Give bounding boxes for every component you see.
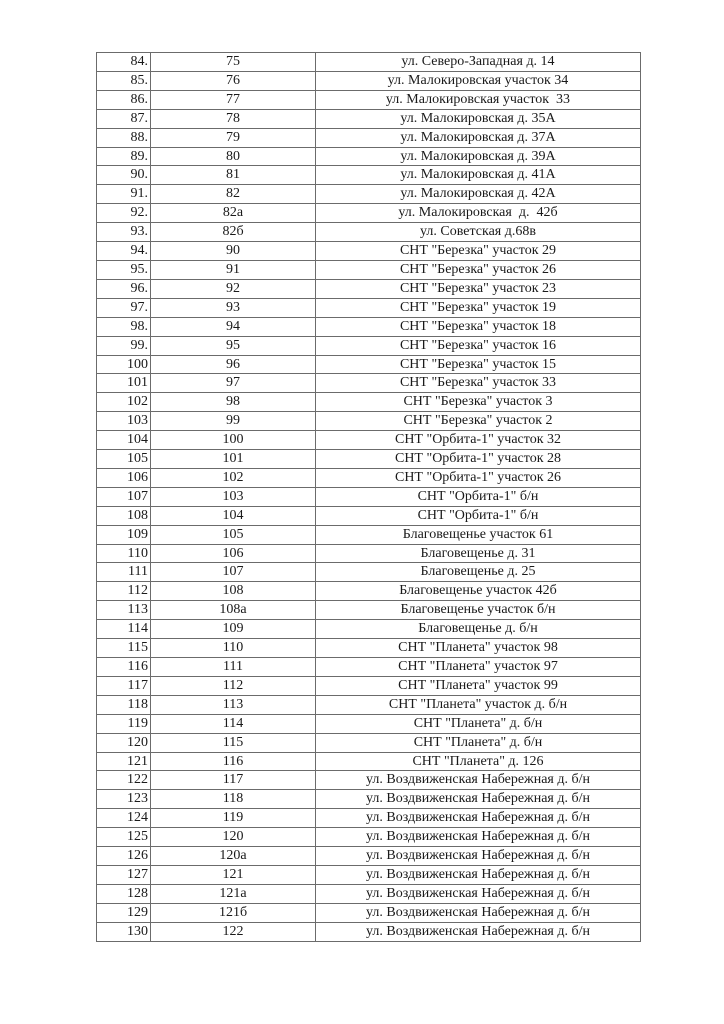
- table-row: [97, 223, 641, 242]
- object-number-cell: 91: [151, 260, 316, 279]
- object-number-cell: 120: [151, 828, 316, 847]
- row-number-cell: 117: [97, 676, 151, 695]
- address-cell: ул. Малокировская д. 35А: [316, 109, 641, 128]
- object-number-cell: 103: [151, 487, 316, 506]
- address-cell: СНТ "Березка" участок 18: [316, 317, 641, 336]
- object-number-cell: 98: [151, 393, 316, 412]
- table-row: [97, 166, 641, 185]
- object-number-cell: 121а: [151, 884, 316, 903]
- address-cell: СНТ "Березка" участок 16: [316, 336, 641, 355]
- address-cell: ул. Воздвиженская Набережная д. б/н: [316, 790, 641, 809]
- table-row: [97, 242, 641, 261]
- table-row: [97, 468, 641, 487]
- object-number-cell: 108а: [151, 601, 316, 620]
- address-cell: ул. Воздвиженская Набережная д. б/н: [316, 828, 641, 847]
- table-row: [97, 620, 641, 639]
- object-number-cell: 76: [151, 71, 316, 90]
- table-row: [97, 317, 641, 336]
- row-number-cell: 84.: [97, 53, 151, 72]
- object-number-cell: 90: [151, 242, 316, 261]
- row-number-cell: 91.: [97, 185, 151, 204]
- row-number-cell: 115: [97, 639, 151, 658]
- object-number-cell: 99: [151, 412, 316, 431]
- row-number-cell: 100: [97, 355, 151, 374]
- object-number-cell: 109: [151, 620, 316, 639]
- table-row: [97, 809, 641, 828]
- row-number-cell: 96.: [97, 279, 151, 298]
- row-number-cell: 107: [97, 487, 151, 506]
- address-cell: СНТ "Орбита-1" участок 32: [316, 431, 641, 450]
- address-cell: ул. Малокировская д. 42А: [316, 185, 641, 204]
- object-number-cell: 100: [151, 431, 316, 450]
- address-cell: СНТ "Березка" участок 15: [316, 355, 641, 374]
- row-number-cell: 121: [97, 752, 151, 771]
- row-number-cell: 129: [97, 903, 151, 922]
- address-cell: СНТ "Березка" участок 23: [316, 279, 641, 298]
- object-number-cell: 93: [151, 298, 316, 317]
- object-number-cell: 77: [151, 90, 316, 109]
- row-number-cell: 114: [97, 620, 151, 639]
- row-number-cell: 86.: [97, 90, 151, 109]
- table-row: [97, 431, 641, 450]
- row-number-cell: 111: [97, 563, 151, 582]
- table-row: [97, 752, 641, 771]
- table-row: [97, 676, 641, 695]
- object-number-cell: 82: [151, 185, 316, 204]
- object-number-cell: 92: [151, 279, 316, 298]
- table-row: [97, 828, 641, 847]
- row-number-cell: 110: [97, 544, 151, 563]
- object-number-cell: 122: [151, 922, 316, 941]
- table-row: [97, 771, 641, 790]
- object-number-cell: 81: [151, 166, 316, 185]
- address-cell: ул. Советская д.68в: [316, 223, 641, 242]
- row-number-cell: 90.: [97, 166, 151, 185]
- address-cell: СНТ "Планета" участок 97: [316, 658, 641, 677]
- object-number-cell: 113: [151, 695, 316, 714]
- row-number-cell: 92.: [97, 204, 151, 223]
- row-number-cell: 88.: [97, 128, 151, 147]
- table-row: [97, 506, 641, 525]
- row-number-cell: 106: [97, 468, 151, 487]
- object-number-cell: 79: [151, 128, 316, 147]
- object-number-cell: 94: [151, 317, 316, 336]
- row-number-cell: 89.: [97, 147, 151, 166]
- row-number-cell: 95.: [97, 260, 151, 279]
- address-cell: ул. Воздвиженская Набережная д. б/н: [316, 922, 641, 941]
- address-cell: СНТ "Планета" участок 99: [316, 676, 641, 695]
- address-cell: ул. Малокировская д. 42б: [316, 204, 641, 223]
- object-number-cell: 112: [151, 676, 316, 695]
- address-cell: СНТ "Березка" участок 2: [316, 412, 641, 431]
- object-number-cell: 111: [151, 658, 316, 677]
- row-number-cell: 118: [97, 695, 151, 714]
- address-cell: СНТ "Березка" участок 19: [316, 298, 641, 317]
- row-number-cell: 109: [97, 525, 151, 544]
- address-cell: СНТ "Планета" д. б/н: [316, 733, 641, 752]
- table-row: [97, 865, 641, 884]
- address-cell: ул. Воздвиженская Набережная д. б/н: [316, 903, 641, 922]
- table-row: [97, 487, 641, 506]
- address-cell: ул. Воздвиженская Набережная д. б/н: [316, 847, 641, 866]
- row-number-cell: 127: [97, 865, 151, 884]
- table-row: [97, 147, 641, 166]
- address-cell: СНТ "Орбита-1" б/н: [316, 506, 641, 525]
- table-row: [97, 185, 641, 204]
- table-row: [97, 733, 641, 752]
- object-number-cell: 106: [151, 544, 316, 563]
- address-cell: СНТ "Орбита-1" участок 28: [316, 450, 641, 469]
- address-cell: Благовещенье д. 31: [316, 544, 641, 563]
- address-cell: ул. Воздвиженская Набережная д. б/н: [316, 865, 641, 884]
- address-cell: ул. Малокировская участок 33: [316, 90, 641, 109]
- row-number-cell: 128: [97, 884, 151, 903]
- row-number-cell: 104: [97, 431, 151, 450]
- address-cell: ул. Малокировская д. 41А: [316, 166, 641, 185]
- address-cell: Благовещенье участок 42б: [316, 582, 641, 601]
- table-row: [97, 109, 641, 128]
- table-row: [97, 355, 641, 374]
- object-number-cell: 121: [151, 865, 316, 884]
- address-cell: Благовещенье участок 61: [316, 525, 641, 544]
- object-number-cell: 78: [151, 109, 316, 128]
- object-number-cell: 107: [151, 563, 316, 582]
- row-number-cell: 112: [97, 582, 151, 601]
- table-row: [97, 639, 641, 658]
- object-number-cell: 117: [151, 771, 316, 790]
- address-cell: ул. Малокировская д. 39А: [316, 147, 641, 166]
- object-number-cell: 118: [151, 790, 316, 809]
- row-number-cell: 108: [97, 506, 151, 525]
- address-cell: ул. Малокировская д. 37А: [316, 128, 641, 147]
- row-number-cell: 98.: [97, 317, 151, 336]
- object-number-cell: 119: [151, 809, 316, 828]
- table-row: [97, 71, 641, 90]
- address-cell: ул. Воздвиженская Набережная д. б/н: [316, 809, 641, 828]
- object-number-cell: 96: [151, 355, 316, 374]
- address-cell: СНТ "Планета" д. 126: [316, 752, 641, 771]
- address-cell: СНТ "Орбита-1" б/н: [316, 487, 641, 506]
- row-number-cell: 105: [97, 450, 151, 469]
- address-table: [96, 52, 641, 942]
- object-number-cell: 110: [151, 639, 316, 658]
- table-row: [97, 336, 641, 355]
- row-number-cell: 122: [97, 771, 151, 790]
- row-number-cell: 113: [97, 601, 151, 620]
- address-cell: СНТ "Березка" участок 33: [316, 374, 641, 393]
- address-cell: ул. Малокировская участок 34: [316, 71, 641, 90]
- row-number-cell: 119: [97, 714, 151, 733]
- object-number-cell: 75: [151, 53, 316, 72]
- table-row: [97, 90, 641, 109]
- object-number-cell: 101: [151, 450, 316, 469]
- row-number-cell: 116: [97, 658, 151, 677]
- row-number-cell: 87.: [97, 109, 151, 128]
- object-number-cell: 82а: [151, 204, 316, 223]
- row-number-cell: 125: [97, 828, 151, 847]
- table-row: [97, 714, 641, 733]
- address-cell: ул. Воздвиженская Набережная д. б/н: [316, 771, 641, 790]
- table-row: [97, 204, 641, 223]
- row-number-cell: 85.: [97, 71, 151, 90]
- address-cell: СНТ "Планета" участок д. б/н: [316, 695, 641, 714]
- address-cell: Благовещенье участок б/н: [316, 601, 641, 620]
- table-row: [97, 450, 641, 469]
- object-number-cell: 115: [151, 733, 316, 752]
- row-number-cell: 94.: [97, 242, 151, 261]
- table-row: [97, 128, 641, 147]
- table-row: [97, 412, 641, 431]
- address-cell: СНТ "Орбита-1" участок 26: [316, 468, 641, 487]
- object-number-cell: 116: [151, 752, 316, 771]
- table-row: [97, 260, 641, 279]
- address-cell: ул. Северо-Западная д. 14: [316, 53, 641, 72]
- table-row: [97, 53, 641, 72]
- row-number-cell: 124: [97, 809, 151, 828]
- address-cell: ул. Воздвиженская Набережная д. б/н: [316, 884, 641, 903]
- table-row: [97, 582, 641, 601]
- address-cell: СНТ "Березка" участок 29: [316, 242, 641, 261]
- table-row: [97, 374, 641, 393]
- row-number-cell: 102: [97, 393, 151, 412]
- object-number-cell: 108: [151, 582, 316, 601]
- table-row: [97, 544, 641, 563]
- table-row: [97, 393, 641, 412]
- address-cell: СНТ "Березка" участок 26: [316, 260, 641, 279]
- table-row: [97, 279, 641, 298]
- row-number-cell: 126: [97, 847, 151, 866]
- table-row: [97, 658, 641, 677]
- table-row: [97, 601, 641, 620]
- address-cell: Благовещенье д. б/н: [316, 620, 641, 639]
- table-row: [97, 298, 641, 317]
- object-number-cell: 97: [151, 374, 316, 393]
- object-number-cell: 102: [151, 468, 316, 487]
- table-row: [97, 790, 641, 809]
- row-number-cell: 103: [97, 412, 151, 431]
- row-number-cell: 120: [97, 733, 151, 752]
- table-row: [97, 847, 641, 866]
- object-number-cell: 120а: [151, 847, 316, 866]
- object-number-cell: 104: [151, 506, 316, 525]
- object-number-cell: 82б: [151, 223, 316, 242]
- object-number-cell: 105: [151, 525, 316, 544]
- row-number-cell: 93.: [97, 223, 151, 242]
- row-number-cell: 123: [97, 790, 151, 809]
- table-row: [97, 922, 641, 941]
- table-row: [97, 525, 641, 544]
- address-cell: СНТ "Березка" участок 3: [316, 393, 641, 412]
- table-row: [97, 884, 641, 903]
- row-number-cell: 97.: [97, 298, 151, 317]
- table-row: [97, 903, 641, 922]
- row-number-cell: 99.: [97, 336, 151, 355]
- address-cell: Благовещенье д. 25: [316, 563, 641, 582]
- object-number-cell: 121б: [151, 903, 316, 922]
- object-number-cell: 114: [151, 714, 316, 733]
- object-number-cell: 80: [151, 147, 316, 166]
- table-row: [97, 695, 641, 714]
- address-table-body: [97, 53, 641, 942]
- table-row: [97, 563, 641, 582]
- address-cell: СНТ "Планета" д. б/н: [316, 714, 641, 733]
- object-number-cell: 95: [151, 336, 316, 355]
- row-number-cell: 130: [97, 922, 151, 941]
- address-cell: СНТ "Планета" участок 98: [316, 639, 641, 658]
- row-number-cell: 101: [97, 374, 151, 393]
